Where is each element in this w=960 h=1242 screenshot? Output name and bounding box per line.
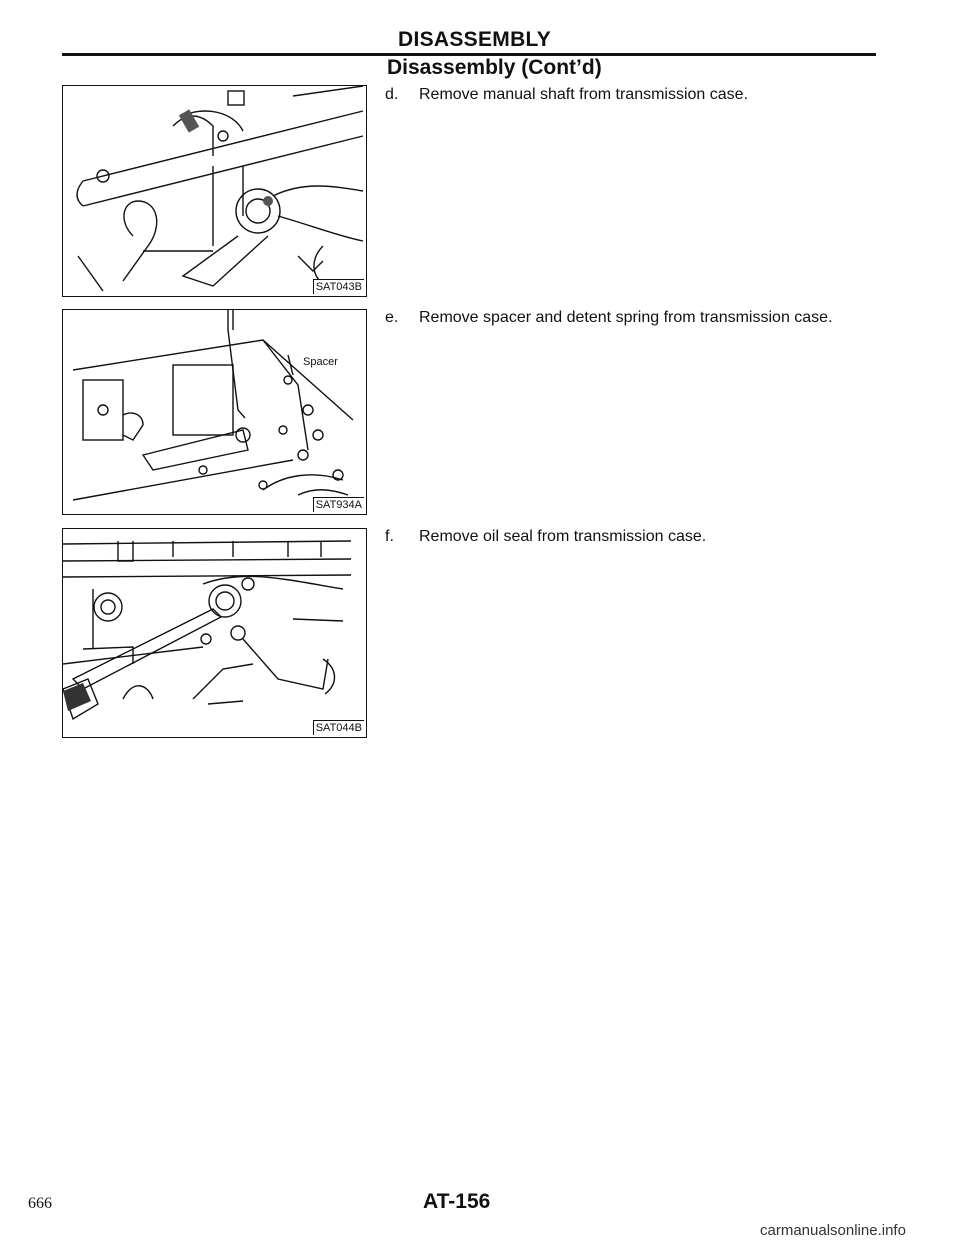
watermark: carmanualsonline.info (760, 1222, 906, 1239)
page-number: 666 (28, 1195, 52, 1212)
figure-code: SAT044B (313, 720, 364, 735)
subsection-title: Disassembly (Cont’d) (387, 56, 602, 79)
oil-seal-illustration (63, 529, 368, 739)
section-page-number: AT-156 (423, 1190, 491, 1213)
figure-code: SAT934A (313, 497, 364, 512)
spacer-label: Spacer (303, 356, 338, 368)
step-e (385, 309, 833, 327)
step-letter: f. (385, 528, 394, 545)
figure-manual-shaft (62, 85, 367, 297)
step-d (385, 86, 748, 104)
step-letter: e. (385, 309, 399, 326)
figure-code: SAT043B (313, 279, 364, 294)
step-text: Remove spacer and detent spring from transmission case. (419, 309, 833, 326)
step-letter: d. (385, 86, 399, 103)
manual-shaft-illustration (63, 86, 368, 298)
step-text: Remove manual shaft from transmission case. (419, 86, 749, 103)
step-f (385, 528, 706, 546)
step-text: Remove oil seal from transmission case. (419, 528, 707, 545)
figure-spacer-detent (62, 309, 367, 515)
spacer-illustration (63, 310, 368, 516)
figure-oil-seal (62, 528, 367, 738)
section-title: DISASSEMBLY (398, 28, 552, 51)
